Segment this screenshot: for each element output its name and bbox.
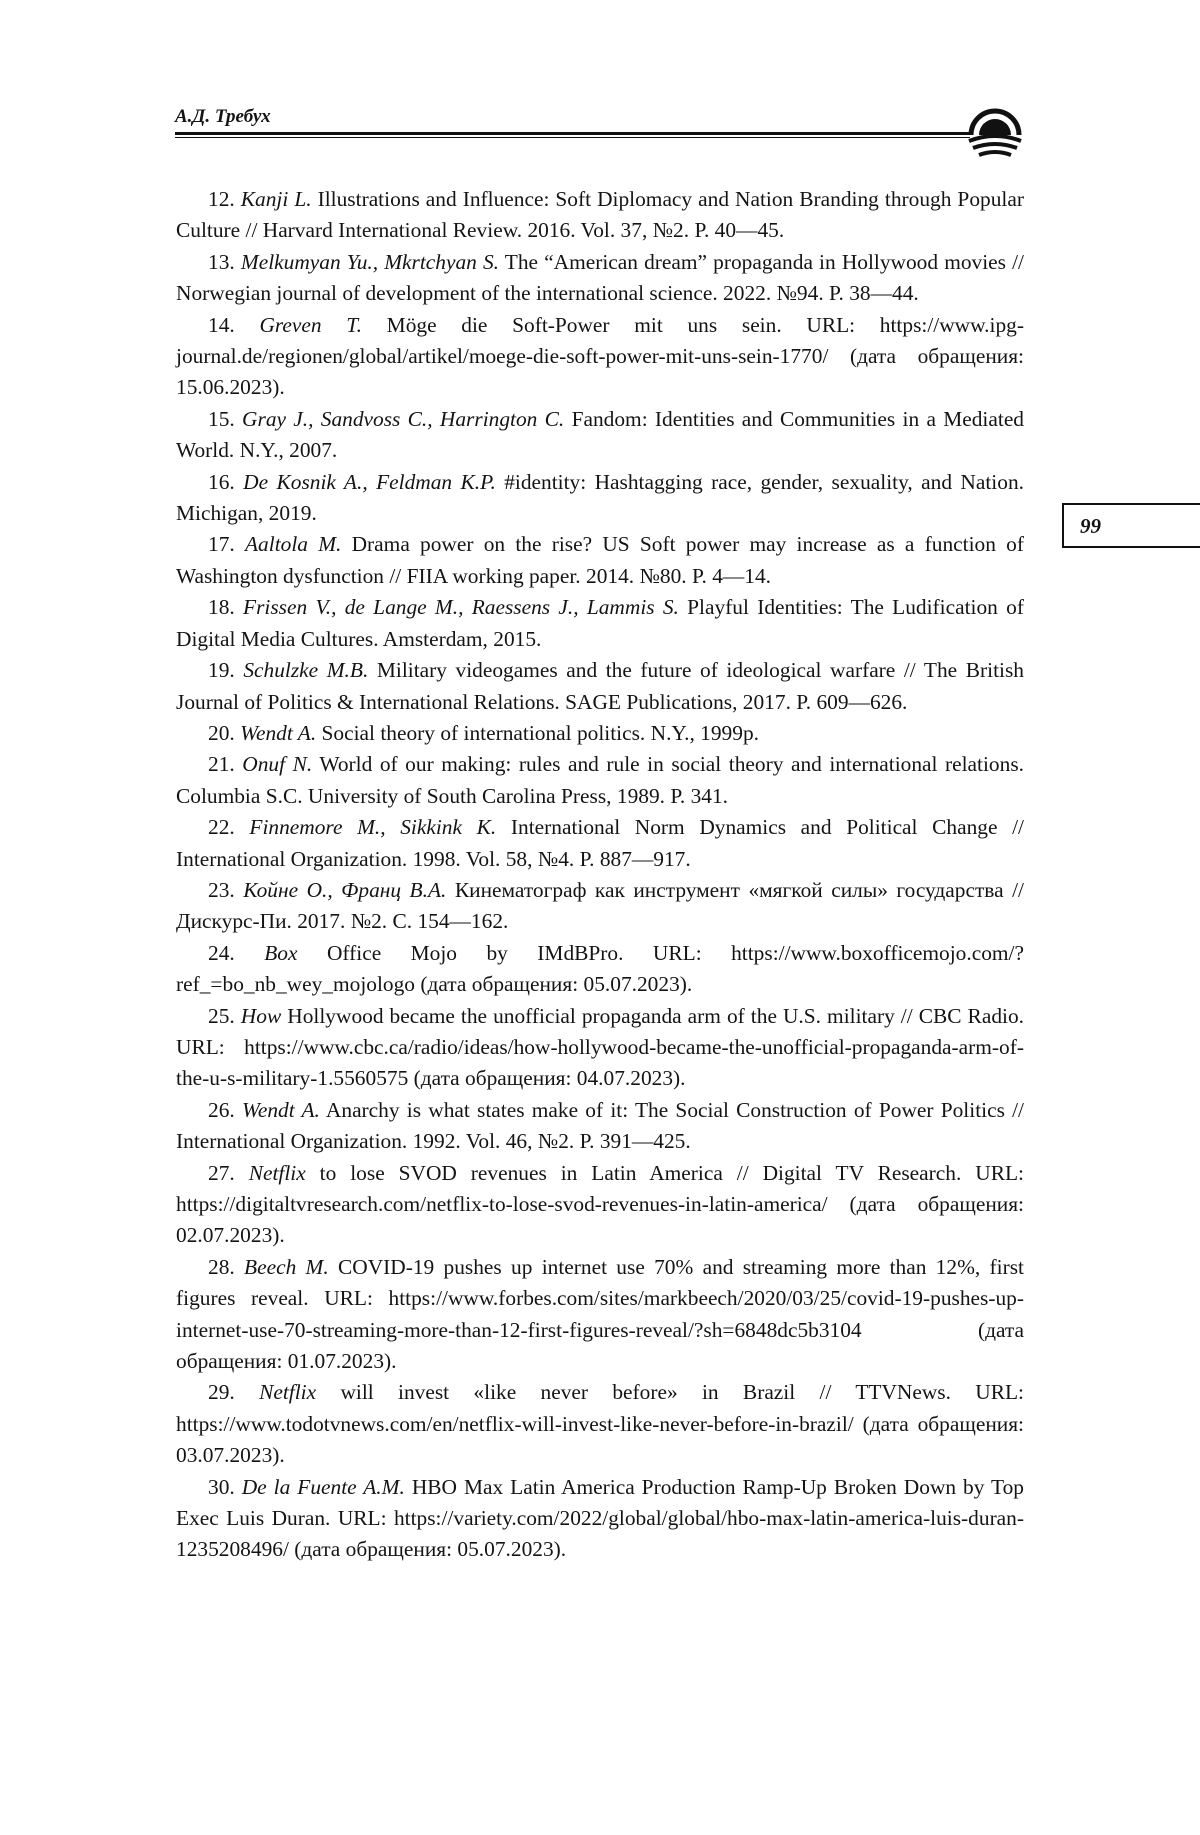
reference-authors: Netflix <box>259 1380 317 1405</box>
reference-text: Möge die Soft-Power mit uns sein. URL: https://www.ipg-journal.de/regionen/global/artikel/moege-die-soft-power-mit-uns-sein-1770/ (дата обращения: 15.06.2023). <box>176 312 1024 400</box>
reference-text: Кинематограф как инструмент «мягкой силы» государства // Дискурс-Пи. 2017. №2. С. 154—162. <box>176 877 1024 934</box>
reference-authors: Beech M. <box>244 1254 329 1279</box>
reference-text: COVID-19 pushes up internet use 70% and streaming more than 12%, first figures reveal. URL: https://www.forbes.com/sites/markbeech/2020/03/25/covid-19-pushes-up-internet-use-70-streaming-more-than-12-first-figures-reveal/?sh=6848dc5b3104 (дата обращения: 01.07.2023). <box>176 1254 1024 1374</box>
reference-item <box>176 529 1024 592</box>
reference-text: Military videogames and the future of ideological warfare // The British Journal of Politics & International Relations. SAGE Publications, 2017. P. 609—626. <box>176 658 1024 714</box>
reference-item <box>176 1472 1024 1566</box>
reference-number: 27. <box>208 1160 235 1185</box>
reference-item <box>176 812 1024 875</box>
reference-number: 19. <box>208 658 235 683</box>
reference-number: 14. <box>208 312 235 337</box>
reference-authors: Kanji L. <box>240 187 312 211</box>
reference-text: Hollywood became the unofficial propaganda arm of the U.S. military // CBC Radio. URL: https://www.cbc.ca/radio/ideas/how-hollywood-became-the-unofficial-propaganda-arm-of-the-u-s-military-1.5560575 (дата обращения: 04.07.2023). <box>176 1003 1025 1091</box>
reference-item <box>176 1095 1024 1158</box>
reference-text: International Norm Dynamics and Political Change // International Organization. 1998. Vol. 58, №4. P. 887—917. <box>176 815 1024 871</box>
reference-text: Drama power on the rise? US Soft power may increase as a function of Washington dysfunction // FIIA working paper. 2014. №80. P. 4—14. <box>176 532 1024 588</box>
reference-number: 13. <box>208 249 235 274</box>
reference-list <box>176 184 1024 1566</box>
running-header-author: А.Д. Требух <box>175 106 271 127</box>
reference-number: 28. <box>208 1254 235 1279</box>
reference-text: #identity: Hashtagging race, gender, sexuality, and Nation. Michigan, 2019. <box>176 469 1024 526</box>
reference-item <box>176 1377 1024 1471</box>
reference-text: HBO Max Latin America Production Ramp-Up Broken Down by Top Exec Luis Duran. URL: https://variety.com/2022/global/global/hbo-max-latin-america-luis-duran-1235208496/ (дата обращения: 05.07.2023). <box>176 1474 1024 1562</box>
reference-text: Illustrations and Influence: Soft Diplomacy and Nation Branding through Popular Culture // Harvard International Review. 2016. Vol. 37, №2. P. 40—45. <box>176 187 1024 243</box>
reference-authors: Wendt A. <box>241 1097 320 1122</box>
reference-item <box>176 247 1024 310</box>
page-number: 99 <box>1080 514 1101 538</box>
reference-number: 24. <box>208 940 235 965</box>
reference-item <box>176 184 1024 247</box>
reference-item <box>176 749 1024 812</box>
reference-authors: Frissen V., de Lange M., Raessens J., Lammis S. <box>243 595 679 620</box>
page-number-box <box>1062 503 1200 548</box>
reference-item <box>176 718 1024 749</box>
reference-authors: De la Fuente A.M. <box>241 1474 405 1499</box>
reference-authors: Melkumyan Yu., Mkrtchyan S. <box>240 249 500 274</box>
reference-text: Fandom: Identities and Communities in a Mediated World. N.Y., 2007. <box>176 406 1025 463</box>
reference-number: 26. <box>208 1097 235 1122</box>
reference-authors: Schulzke M.B. <box>243 658 369 683</box>
reference-item <box>176 875 1024 938</box>
reference-number: 17. <box>208 532 235 557</box>
reference-authors: Greven T. <box>259 312 362 337</box>
reference-item <box>176 1001 1024 1095</box>
reference-item <box>176 592 1024 655</box>
reference-text: to lose SVOD revenues in Latin America // Digital TV Research. URL: https://digitaltvresearch.com/netflix-to-lose-svod-revenues-in-latin-america/ (дата обращения: 02.07.2023). <box>176 1160 1024 1248</box>
reference-authors: Койне О., Франц В.А. <box>243 877 447 902</box>
reference-number: 16. <box>208 469 235 494</box>
reference-authors: De Kosnik A., Feldman K.P. <box>243 469 496 494</box>
reference-text: The “American dream” propaganda in Hollywood movies // Norwegian journal of development of the international science. 2022. №94. P. 38—44. <box>176 249 1024 306</box>
reference-number: 23. <box>208 877 235 902</box>
journal-wave-logo-icon <box>965 105 1025 165</box>
reference-text: World of our making: rules and rule in social theory and international relations. Columbia S.C. University of South Carolina Press, 1989. P. 341. <box>176 752 1024 808</box>
reference-number: 30. <box>208 1474 235 1499</box>
reference-item <box>176 655 1024 718</box>
reference-item <box>176 1158 1024 1252</box>
reference-item <box>176 1252 1024 1378</box>
reference-number: 21. <box>208 752 235 777</box>
reference-authors: Onuf N. <box>242 752 313 777</box>
reference-text: Office Mojo by IMdBPro. URL: https://www.boxofficemojo.com/?ref_=bo_nb_wey_mojologo (дата обращения: 05.07.2023). <box>176 940 1024 997</box>
reference-authors: Finnemore M., Sikkink K. <box>249 815 497 840</box>
header-rule <box>175 132 970 135</box>
reference-item <box>176 467 1024 530</box>
reference-text: Playful Identities: The Ludification of Digital Media Cultures. Amsterdam, 2015. <box>176 595 1024 651</box>
reference-number: 22. <box>208 815 235 840</box>
reference-item <box>176 404 1024 467</box>
header-rule-thin <box>175 137 970 138</box>
reference-text: Anarchy is what states make of it: The Social Construction of Power Politics // International Organization. 1992. Vol. 46, №2. P. 391—425. <box>176 1097 1024 1154</box>
reference-authors: Box <box>264 940 298 965</box>
reference-authors: Aaltola M. <box>244 532 342 557</box>
reference-number: 25. <box>208 1003 235 1028</box>
reference-number: 29. <box>208 1380 235 1405</box>
reference-authors: How <box>240 1003 282 1028</box>
reference-authors: Wendt A. <box>240 720 317 745</box>
reference-item <box>176 938 1024 1001</box>
reference-item <box>176 310 1024 404</box>
reference-number: 12. <box>208 187 235 211</box>
running-header <box>175 100 1025 150</box>
reference-authors: Netflix <box>248 1160 306 1185</box>
reference-text: will invest «like never before» in Brazil // TTVNews. URL: https://www.todotvnews.com/en/netflix-will-invest-like-never-before-in-brazil/ (дата обращения: 03.07.2023). <box>176 1380 1024 1468</box>
reference-number: 15. <box>208 406 235 431</box>
reference-number: 18. <box>208 595 235 620</box>
reference-text: Social theory of international politics. N.Y., 1999p. <box>321 720 759 745</box>
reference-authors: Gray J., Sandvoss C., Harrington C. <box>242 406 565 431</box>
reference-number: 20. <box>208 720 235 745</box>
